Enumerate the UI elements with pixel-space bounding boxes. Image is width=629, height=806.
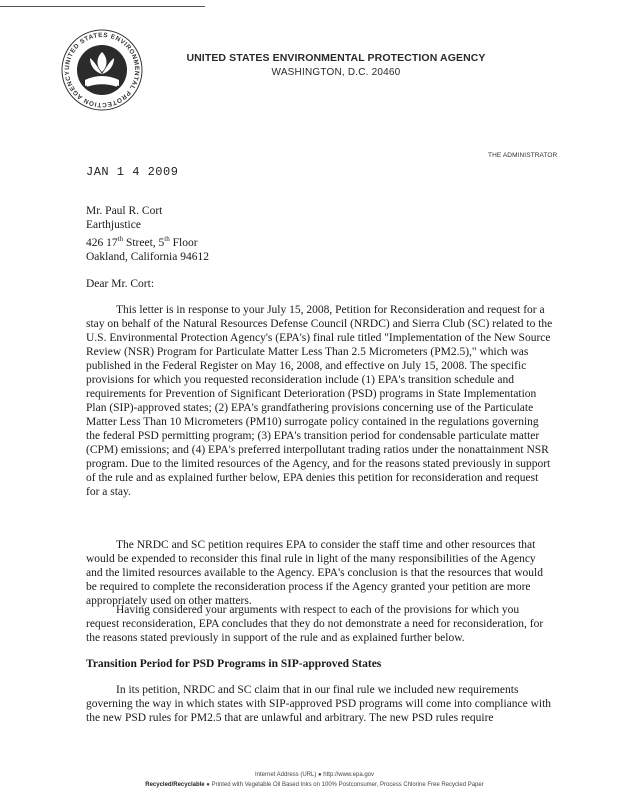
paragraph-3-text: Having considered your arguments with respect to each of the provisions for which you request reconsideration, EPA concludes that they do not demonstrate a need for reconsideration, for the reasons stated previously in support of the rule and as explained further below.	[86, 604, 544, 644]
recipient-name: Mr. Paul R. Cort	[86, 205, 163, 217]
footer-recycled	[0, 782, 629, 788]
paragraph-2	[86, 538, 554, 608]
agency-city: WASHINGTON, D.C. 20460	[271, 67, 401, 78]
paragraph-4-text: In its petition, NRDC and SC claim that in our final rule we included new requirements governing the way in which states with SIP-approved PSD programs will come into compliance with the new PSD rules for PM2.5 that are unlawful and arbitrary. The new PSD rules require	[86, 684, 552, 724]
top-rule	[0, 6, 205, 7]
recipient-street	[86, 232, 209, 250]
agency-name: UNITED STATES ENVIRONMENTAL PROTECTION AGENCY	[186, 52, 486, 64]
paragraph-4	[86, 683, 554, 725]
paragraph-2-text: The NRDC and SC petition requires EPA to consider the staff time and other resources that would be expended to reconsider this final rule in light of the many responsibilities of the Agency and the limited resources available to the Agency. EPA's conclusion is that the resources that would be required to complete the reconsideration process if the Agency granted your petition are more appropriately used on other matters.	[86, 539, 543, 607]
paragraph-1	[86, 303, 554, 499]
street-suffix: th	[117, 235, 124, 243]
office-title: THE ADMINISTRATOR	[488, 152, 558, 159]
recipient-org: Earthjustice	[86, 219, 141, 231]
street-end: Floor	[169, 236, 198, 249]
letterhead	[186, 52, 486, 78]
section-heading: Transition Period for PSD Programs in SIP-approved States	[86, 658, 382, 670]
seal-text: UNITED STATES ENVIRONMENTAL PROTECTION AGENCY	[63, 31, 141, 109]
paragraph-3	[86, 603, 554, 645]
salutation: Dear Mr. Cort:	[86, 278, 155, 290]
recycled-label: Recycled/Recyclable	[145, 782, 205, 788]
recipient-address	[86, 204, 209, 264]
letter-date: JAN 1 4 2009	[86, 165, 179, 179]
street-floor: Street, 5	[123, 236, 165, 249]
floor-suffix: th	[164, 235, 170, 243]
recipient-city: Oakland, California 94612	[86, 250, 209, 263]
street-number: 426 17	[86, 236, 118, 249]
footer-url: Internet Address (URL) ● http://www.epa.gov	[254, 772, 374, 778]
paragraph-1-text: This letter is in response to your July 15, 2008, Petition for Reconsideration and request for a stay on behalf of the Natural Resources Defense Council (NRDC) and Sierra Club (SC) related to the U.S. Environmental Protection Agency's (EPA's) final rule titled "Implementation of the New Source Review (NSR) Program for Particulate Matter Less Than 2.5 Micrometers (PM2.5)," which was published in the Federal Register on May 16, 2008, and effective on July 15, 2008. The specific provisions for which you requested reconsideration include (1) EPA's transition schedule and requirements for Prevention of Significant Deterioration (PSD) programs in State Implementation Plan (SIP)-approved states; (2) EPA's grandfathering provisions concerning use of the Particulate Matter Less Than 10 Micrometers (PM10) surrogate policy contained in the regulations governing the federal PSD permitting program; (3) EPA's transition period for condensable particulate matter (CPM) emissions; and (4) EPA's preferred interpollutant trading ratios under the nonattainment NSR program. Due to the limited resources of the Agency, and for the reasons stated previously in support of the rule and as explained further below, EPA denies this petition for reconsideration and request for a stay.	[86, 304, 553, 498]
epa-seal-icon	[60, 28, 144, 112]
recycled-text: ● Printed with Vegetable Oil Based Inks on 100% Postconsumer, Process Chlorine Free Recycled Paper	[204, 782, 484, 788]
